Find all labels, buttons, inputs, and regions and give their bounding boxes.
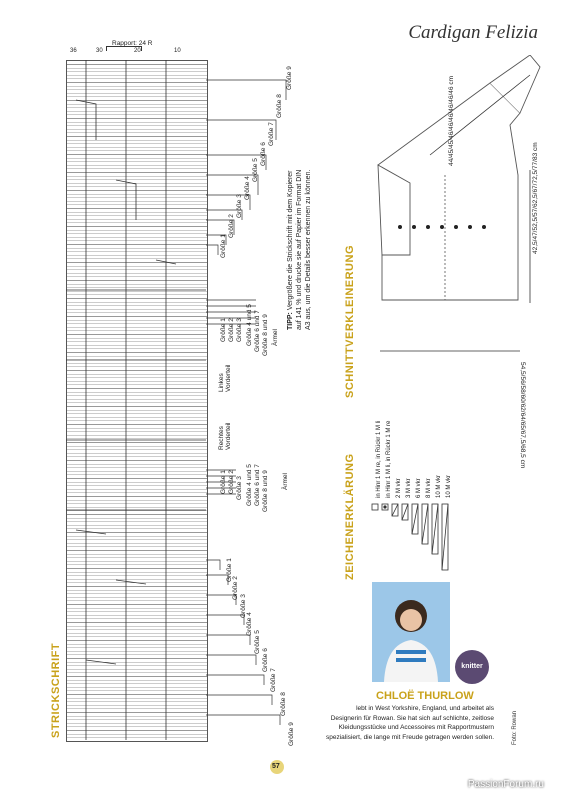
legend-symbols — [370, 500, 470, 580]
size-label-top-3: Größe 3 — [236, 194, 243, 218]
aermel1-size-45: Größe 4 und 5 — [246, 304, 253, 346]
cardigan-schematic — [370, 55, 550, 375]
size-label-top-9: Größe 9 — [286, 66, 293, 90]
aermel2-size-89: Größe 8 und 9 — [262, 470, 269, 512]
width-measure: 54,5/56/58/60/62/64/65/67,5/68,5 cm — [519, 362, 526, 469]
designer-portrait-icon — [372, 582, 450, 682]
aermel1-size-2: Größe 2 — [228, 318, 235, 342]
tip-bold: TIPP: — [287, 312, 294, 330]
size-label-front-5: Größe 5 — [254, 630, 261, 654]
size-label-top-4: Größe 4 — [244, 176, 251, 200]
legend — [370, 500, 470, 580]
rapport-label: Rapport: 24 R — [112, 40, 153, 47]
size-label-top-2: Größe 2 — [228, 214, 235, 238]
legend-item-5: 6 M vkr — [416, 478, 422, 498]
page-title: Cardigan Felizia — [408, 22, 538, 43]
aermel2-label: Ärmel — [282, 473, 289, 490]
knitter-badge: knitter — [455, 650, 489, 684]
legend-item-7: 10 M vkr — [436, 474, 442, 498]
legend-item-6: 8 M vkr — [426, 478, 432, 498]
designer-bio: lebt in West Yorkshire, England, und arbeitet als Designerin für Rowan. Sie hat sich auf schlichte, zeitlose Kleidungsstücke und Accessoires mit Rapportmustern spezialisiert, die lange mit Freude getragen werden sollen. — [326, 705, 495, 741]
aermel2-size-1: Größe 1 — [220, 470, 227, 494]
tip-note — [286, 160, 313, 330]
size-label-top-1: Größe 1 — [220, 234, 227, 258]
tick-10: 10 — [174, 48, 181, 54]
legend-item-1: in Hinr 1 M re, in Rückr 1 M li — [376, 420, 382, 498]
length-measure: 42,5/47/52,5/57/62,5/67/72,5/77/83 cm — [532, 142, 539, 254]
size-label-front-4: Größe 4 — [246, 612, 253, 636]
linkes-vorderteil-label: Linkes Vorderteil — [218, 364, 232, 392]
aermel1-size-1: Größe 1 — [220, 318, 227, 342]
designer-photo — [372, 582, 450, 682]
size-label-top-8: Größe 8 — [276, 94, 283, 118]
aermel1-label: Ärmel — [272, 329, 279, 346]
aermel2-size-45: Größe 4 und 5 — [246, 464, 253, 506]
aermel2-size-67: Größe 6 und 7 — [254, 464, 261, 506]
aermel1-size-89: Größe 8 und 9 — [262, 314, 269, 356]
tick-30: 30 — [96, 48, 103, 54]
photo-credit: Foto: Rowan — [512, 710, 518, 745]
designer-name: CHLOË THURLOW — [376, 690, 474, 702]
legend-item-3: 2 M vkr — [396, 478, 402, 498]
size-label-top-5: Größe 5 — [252, 158, 259, 182]
sleeve-measure: 44/45/45/46/46/46/46/46/46 cm — [448, 76, 455, 166]
size-label-front-8: Größe 8 — [280, 692, 287, 716]
tick-36: 36 — [70, 48, 77, 54]
tip-text: Vergrößere die Strickschrift mit dem Kopierer auf 141 % und drucke sie auf Papier im Format DIN A3 aus, um die Details besser erkennen zu können. — [287, 169, 312, 330]
legend-item-8: 10 M vkr — [446, 474, 452, 498]
tick-20: 20 — [134, 48, 141, 54]
aermel1-size-3: Größe 3 — [236, 318, 243, 342]
legend-item-4: 3 M vkr — [406, 478, 412, 498]
size-label-front-2: Größe 2 — [232, 576, 239, 600]
size-label-front-1: Größe 1 — [226, 558, 233, 582]
size-label-front-3: Größe 3 — [240, 594, 247, 618]
section-zeichen: ZEICHENERKLÄRUNG — [344, 453, 356, 580]
size-label-front-6: Größe 6 — [262, 648, 269, 672]
section-schnitt: SCHNITTVERKLEINERUNG — [344, 244, 356, 398]
rechtes-vorderteil-label: Rechtes Vorderteil — [218, 422, 232, 450]
section-strickschrift: STRICKSCHRIFT — [50, 642, 62, 738]
knitting-chart-overlay — [66, 60, 206, 740]
size-label-top-7: Größe 7 — [268, 122, 275, 146]
size-label-front-9: Größe 9 — [288, 722, 295, 746]
page-number: 57 — [272, 763, 280, 770]
aermel2-size-2: Größe 2 — [228, 470, 235, 494]
size-label-top-6: Größe 6 — [260, 142, 267, 166]
legend-item-2: in Hinr 1 M li, in Rückr 1 M re — [386, 420, 392, 498]
rapport-bracket — [106, 46, 142, 51]
aermel2-size-3: Größe 3 — [236, 476, 243, 500]
size-label-front-7: Größe 7 — [270, 668, 277, 692]
watermark: PassionForum.ru — [467, 779, 544, 790]
aermel1-size-67: Größe 6 und 7 — [254, 310, 261, 352]
